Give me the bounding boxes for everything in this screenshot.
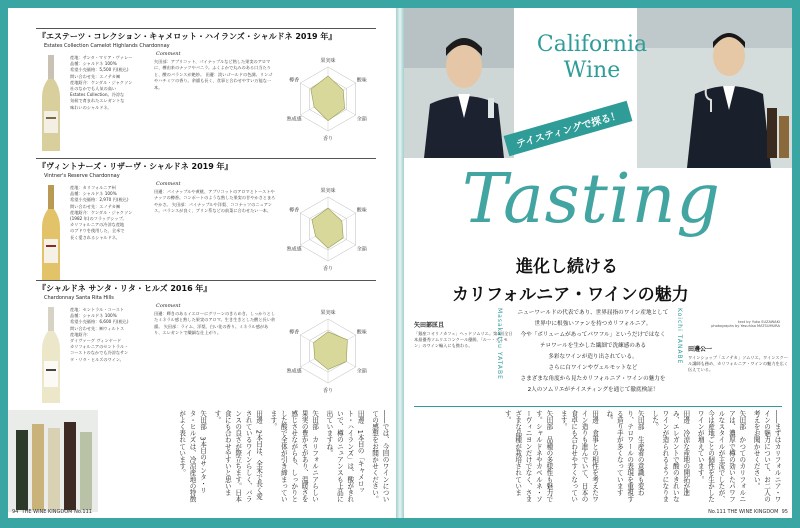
running-title: No.111 THE WINE KINGDOM	[708, 509, 779, 515]
folio-number: 94	[12, 509, 19, 515]
spec-line: のブドウを使用した、全米で	[70, 228, 125, 234]
tasting-comment: 田邊：パイナップルや黄桃、アプリコットのアロマとトーストやナッツの樽香。コンポートのような熟した果実の甘やかさとまろやかさ。 矢田部：パイナップルや洋梨、ココナッツのニュアンス。バランスが良く、ブリン系などの前菜に合わせたい一本。	[154, 189, 276, 214]
radar-chart	[282, 181, 374, 277]
profile-bio: ワインショップ「エノテカ」ソムリエ。ワインスクール講師も務め、カリフォルニア・ワインの魅力を広く伝えている。	[688, 355, 788, 373]
radar-axis-label: 樽香	[289, 207, 300, 214]
lead-line: テロワールを生かした繊細で洗練感のある	[539, 343, 647, 349]
profile-bio: 「銀座コオリノカフェ」ヘッドソムリエ。第4回全日本最優秀ソムリエコンクール優勝。「ルー・デュモン」のワイン輸入にも携わる。	[414, 331, 513, 349]
wine-english-name: Chardonnay Santa Rita Hills	[44, 295, 114, 301]
radar-axis-label: 熟成感	[286, 116, 302, 123]
spec-line: 気候で育まれたエレガントな	[70, 98, 125, 104]
radar-axis-label: 果実味	[320, 187, 336, 194]
spec-line: 問い合わせ先：エノテカ㈱	[70, 73, 121, 79]
spec-line: 産地：セントラル・コースト	[70, 307, 125, 312]
wine-bottle-image	[36, 53, 66, 153]
wine-specs	[70, 307, 148, 363]
radar-axis-label: 余韻	[356, 246, 367, 253]
sommelier-photo-right	[637, 8, 792, 168]
spec-line: 産地紹介：ケンダル・ジャクソン	[70, 209, 133, 215]
paragraph: 田邊 2本目は、全米で長く愛されているワインらしく、バランスの良さが際立ちます。日本食にも合わせやすいと思います。	[212, 410, 263, 503]
radar-axis-label: 果実味	[320, 57, 336, 64]
lead-line: 世界中に根強いファンを持つカリフォルニア。	[534, 321, 652, 327]
paragraph: 矢田部 かつてのカリフォルニアは、濃厚で樽の効いたパワフルなスタイルが主流でしたが、今は産地ごとの個性を生かしたワインが増えています。	[696, 410, 746, 503]
roman-name-yatabe: Masakatsu YATABE	[496, 308, 503, 380]
title-line: Wine	[563, 58, 621, 83]
comment-label: Comment	[156, 51, 181, 57]
radar-axis-label: 樽香	[289, 77, 300, 84]
wine-english-name: Estates Collection Camelot Highlands Chardonnay	[44, 43, 170, 49]
spec-line: 希望小売価格：5,500 円(税込)	[70, 67, 129, 73]
lead-line: 多彩なワインが造り出されている。	[548, 354, 638, 360]
spec-line: 希望小売価格：6,600 円(税込)	[70, 319, 129, 325]
interview-text-right	[414, 410, 782, 508]
paragraph: 田邊 食事との相性を考えたワイン造りも進んでいて、日本の食卓にも合わせやすくなっています。	[559, 410, 599, 503]
lead-line: ニューワールドの代表であり、世界屈指のワイン産地として	[517, 310, 669, 316]
spec-line: (1982 年)のフラッグシップ。	[70, 216, 127, 222]
spec-line: 問い合わせ先：エノテカ㈱	[70, 203, 121, 209]
tasting-comment: 田邊：輝きのあるイエローにグリーンのきらめき。しっかりとしたミネラル感と熟した果実のアロマ。生き生きとした酸と長い余韻。 矢田部：ライム、洋梨、白い花の香り。ミネラル感があり、エレガントで繊細な仕上がり。	[154, 311, 276, 336]
running-title: THE WINE KINGDOM No.111	[21, 509, 92, 515]
spec-line: 長く愛されるシャルドネ。	[70, 234, 120, 240]
credit-line: photographs by Yasuhisa MATSUMURA	[711, 324, 780, 328]
lead-line: 2人のソムリエがテイスティングを通じて徹底検証！	[527, 387, 659, 393]
section-divider	[414, 406, 782, 407]
roman-name-tanabe: Koichi TANABE	[676, 308, 683, 365]
right-page	[404, 8, 792, 518]
spec-line: 品種：シャルドネ 100%	[70, 191, 117, 197]
left-page	[8, 8, 396, 518]
spec-line: Estates Collection。冷涼な	[70, 92, 125, 98]
radar-axis-label: 余韻	[356, 116, 367, 123]
radar-axis-label: 果実味	[320, 309, 336, 316]
spec-line: カリフォルニアのセントラル・	[70, 344, 129, 350]
spec-line: 希望小売価格：2,970 円(税込)	[70, 197, 129, 203]
wine-entry-3	[36, 280, 376, 409]
wine-bottles-photo	[8, 410, 98, 512]
lead-line: さまざまな角度から見たカリフォルニア・ワインの魅力を	[520, 376, 666, 382]
spec-line: 産地紹介：ケンダル・ジャクソン	[70, 79, 133, 85]
spec-line: 産地紹介：	[70, 331, 91, 337]
wine-english-name: Vintner's Reserve Chardonnay	[44, 173, 120, 179]
page-number-left	[12, 509, 92, 515]
wine-entry-2	[36, 158, 376, 287]
profile-name: 田邊公一	[688, 346, 713, 353]
paragraph: 田邊 冷涼な産地の開拓が進み、エレガントで酸のきれいなワインが造られるようになりました。	[650, 410, 690, 503]
left-bottom-section	[8, 410, 396, 508]
page-number-right	[708, 509, 788, 515]
radar-axis-label: 酸味	[356, 77, 367, 84]
spec-line: 品種：シャルドネ 100%	[70, 61, 117, 67]
photo-credit	[711, 320, 780, 328]
spec-line: コーストのなかでも冷涼なサン	[70, 350, 129, 356]
paragraph: 矢田部 生産者の意識も変わり、テロワールの表現を重視する造り手が多くなっていますね。	[604, 410, 645, 503]
interview-text-left	[104, 410, 390, 504]
spec-line: 産地：カリフォルニア州	[70, 185, 116, 190]
lead-line: 今や「ボリュームがあってパワフル」というだけではなく	[520, 332, 666, 338]
radar-chart	[282, 51, 374, 147]
wine-specs	[70, 55, 148, 111]
spec-line: 社のなかでも人気の高い	[70, 86, 117, 92]
radar-axis-label: 香り	[322, 266, 334, 273]
feature-title	[526, 32, 658, 84]
comment-label: Comment	[156, 181, 181, 187]
spec-line: 品種：シャルドネ 100%	[70, 313, 117, 319]
tasting-display-word: Tasting	[462, 160, 721, 239]
spec-line: 味わいのシャルドネ。	[70, 104, 112, 110]
radar-axis-label: 酸味	[356, 329, 367, 336]
folio-number: 95	[781, 509, 788, 515]
headline-line-1: 進化し続ける	[516, 257, 618, 277]
radar-axis-label: 熟成感	[286, 368, 302, 375]
comment-label: Comment	[156, 303, 181, 309]
tasting-tagline: テイスティングで探る！	[504, 101, 633, 156]
wine-title: 『エステーツ・コレクション・キャメロット・ハイランズ・シャルドネ 2019 年』	[38, 32, 337, 41]
wine-specs	[70, 185, 148, 241]
paragraph: ――まずはカリフォルニア・ワインの魅力について、お二人の考えをお聞かせください。	[752, 410, 781, 503]
title-line: California	[536, 32, 648, 57]
spec-line: 問い合わせ先：㈱ウィルトス	[70, 325, 125, 331]
radar-axis-label: 香り	[322, 136, 334, 143]
radar-axis-label: 余韻	[356, 368, 367, 375]
paragraph: 田邊 1本目の「キャメロット・ハイランズ」は、酸がきれいで、樽のニュアンスも上品に出ていますね。	[324, 410, 365, 503]
profile-tanabe	[688, 344, 788, 414]
radar-axis-label: 香り	[322, 388, 334, 395]
paragraph: ――では、今回のワインについての感想をお聞かせください。	[370, 410, 389, 503]
radar-chart	[282, 303, 374, 399]
tasting-comment: 矢田部：アプリコット、パイナップルなど熟した果実のアロマに、樽由来のナッツやバニラ。ふくよかで丸みのある口当たりと、酸のバランスが絶妙。 田邊：淡いゴールドの色調。リンゴやハチミツの香り。余韻も長く、食事と合わせやすい万能な一本。	[154, 59, 273, 90]
radar-axis-label: 熟成感	[286, 246, 302, 253]
headline-line-2: カリフォルニア・ワインの魅力	[452, 285, 689, 305]
wine-title: 『ヴィントナーズ・リザーヴ・シャルドネ 2019 年』	[38, 162, 233, 171]
profile-name: 矢田部匡且	[414, 322, 445, 329]
spec-line: 産地：サンタ・マリア・ヴァレー	[70, 55, 133, 60]
wine-title: 『シャルドネ サンタ・リタ・ヒルズ 2016 年』	[38, 284, 212, 293]
wine-bottle-image	[36, 183, 66, 283]
book-spine	[396, 8, 404, 518]
lead-text	[508, 308, 678, 396]
credit-line: text by Yuko SUZAWAKI	[738, 320, 780, 324]
spec-line: ダイヴァーグ ヴィンヤード	[70, 338, 122, 344]
wine-entry-1	[36, 28, 376, 157]
radar-axis-label: 樽香	[289, 329, 300, 336]
paragraph: 矢田部 カリフォルニアらしい果実の豊かさがあり、温暖さを感じさせながらも、しっかりとした酸で全体が引き締まっています。	[268, 410, 319, 503]
sommelier-photo-left	[404, 8, 514, 158]
radar-value-area	[311, 76, 345, 121]
paragraph: 矢田部 3本目のサンタ・リタ・ヒルズは、冷涼産地の特徴がよく表れています。	[177, 410, 207, 503]
spec-line: タ・リタ・ヒルズのワイン。	[70, 356, 124, 362]
paragraph: 矢田部 品種の多様性も魅力です。シャルドネやカベルネ・ソーヴィニヨンだけでなく、さまざまな品種が栽培されています。	[503, 410, 553, 503]
radar-axis-label: 酸味	[356, 207, 367, 214]
wine-bottle-image	[36, 305, 66, 405]
spec-line: カリフォルニアの冷涼な産地	[70, 222, 125, 228]
lead-line: さらに白ワインやヴェルモットなど	[548, 365, 638, 371]
